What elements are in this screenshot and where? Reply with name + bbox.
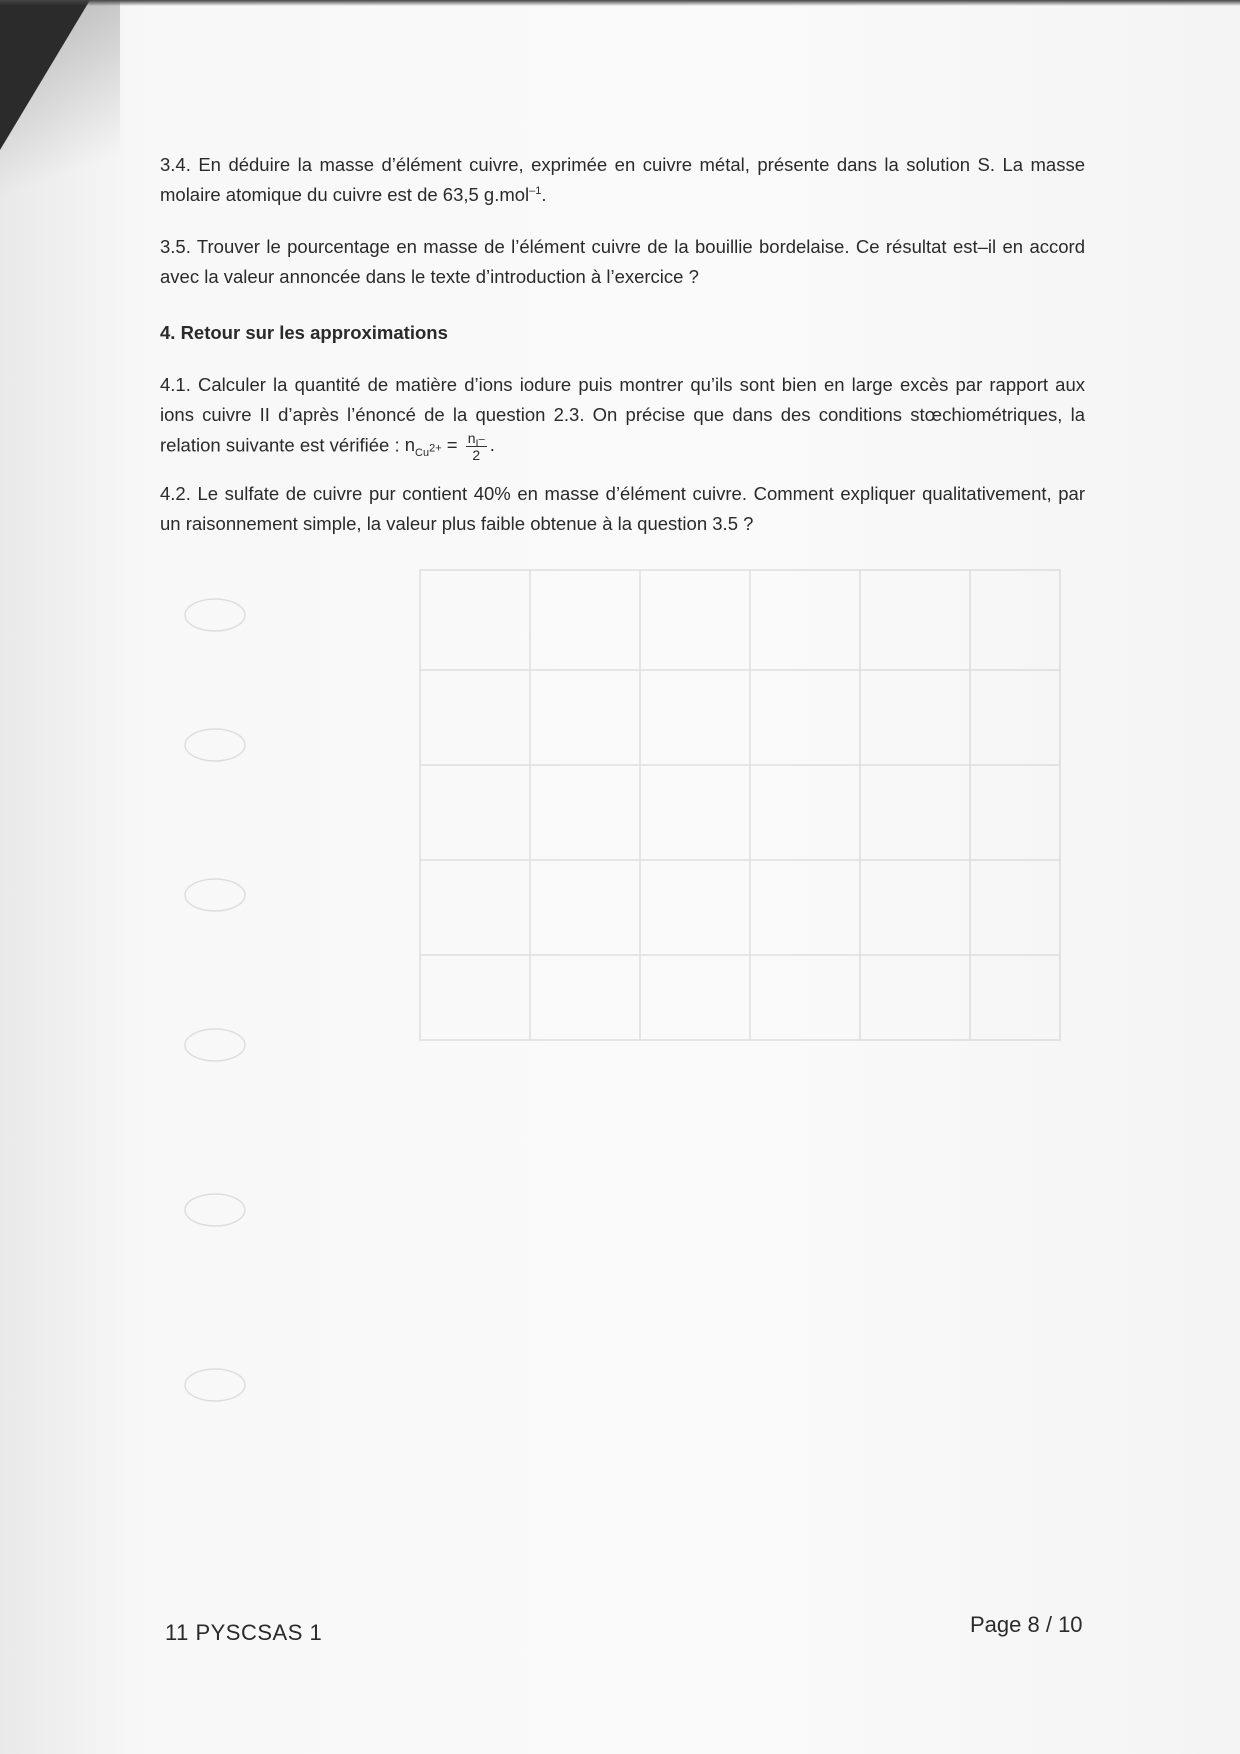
- question-number: 3.5.: [160, 236, 191, 257]
- formula-lhs-charge: 2+: [429, 442, 442, 455]
- folded-corner: [0, 0, 90, 150]
- question-text: Le sulfate de cuivre pur contient 40% en masse d’élément cuivre. Comment expliquer qualitativement, par un raisonnement simple, la valeur plus faible obtenue à la question 3.5 ?: [160, 483, 1086, 534]
- exam-code: 11 PYSCSAS 1: [165, 1620, 323, 1645]
- sentence-end: .: [541, 184, 547, 205]
- numerator-subscript: I: [475, 437, 479, 450]
- formula-equals: =: [446, 434, 458, 456]
- question-number: 4.1.: [160, 374, 191, 395]
- formula-fraction: [466, 430, 487, 463]
- unit-exponent: –1: [529, 184, 542, 197]
- question-3-4: [160, 150, 1085, 210]
- numerator-symbol: n: [467, 430, 476, 446]
- question-text: En déduire la masse d’élément cuivre, exprimée en cuivre métal, présente dans la solution S. La masse molaire atomique du cuivre est de 63,5 g.mol: [160, 154, 1086, 205]
- question-3-5: [160, 232, 1085, 292]
- fraction-denominator: 2: [472, 447, 481, 463]
- top-edge-shadow: [0, 0, 1240, 6]
- formula-lhs: n: [404, 434, 416, 456]
- numerator-charge: –: [478, 433, 485, 446]
- formula-end: .: [489, 434, 495, 456]
- fraction-numerator: [466, 430, 487, 450]
- section-title: 4. Retour sur les approximations: [160, 322, 448, 343]
- formula-lhs-subscript: Cu: [415, 447, 430, 460]
- exercise-content: [160, 150, 1085, 561]
- page-number: Page 8 / 10: [970, 1612, 1083, 1637]
- question-number: 4.2.: [160, 483, 191, 504]
- question-number: 3.4.: [160, 154, 191, 175]
- stoichiometry-formula: [404, 430, 495, 463]
- question-4-2: [160, 479, 1085, 539]
- question-4-1: [160, 370, 1085, 463]
- question-text: Calculer la quantité de matière d’ions iodure puis montrer qu’ils sont bien en large excès par rapport aux ions cuivre II d’après l’énoncé de la question 2.3. On précise que dans des conditions stœchiométriques, la relation suivante est vérifiée :: [160, 374, 1086, 456]
- question-text: Trouver le pourcentage en masse de l’élément cuivre de la bouillie bordelaise. Ce résultat est–il en accord avec la valeur annoncée dans le texte d’introduction à l’exercice ?: [160, 236, 1085, 287]
